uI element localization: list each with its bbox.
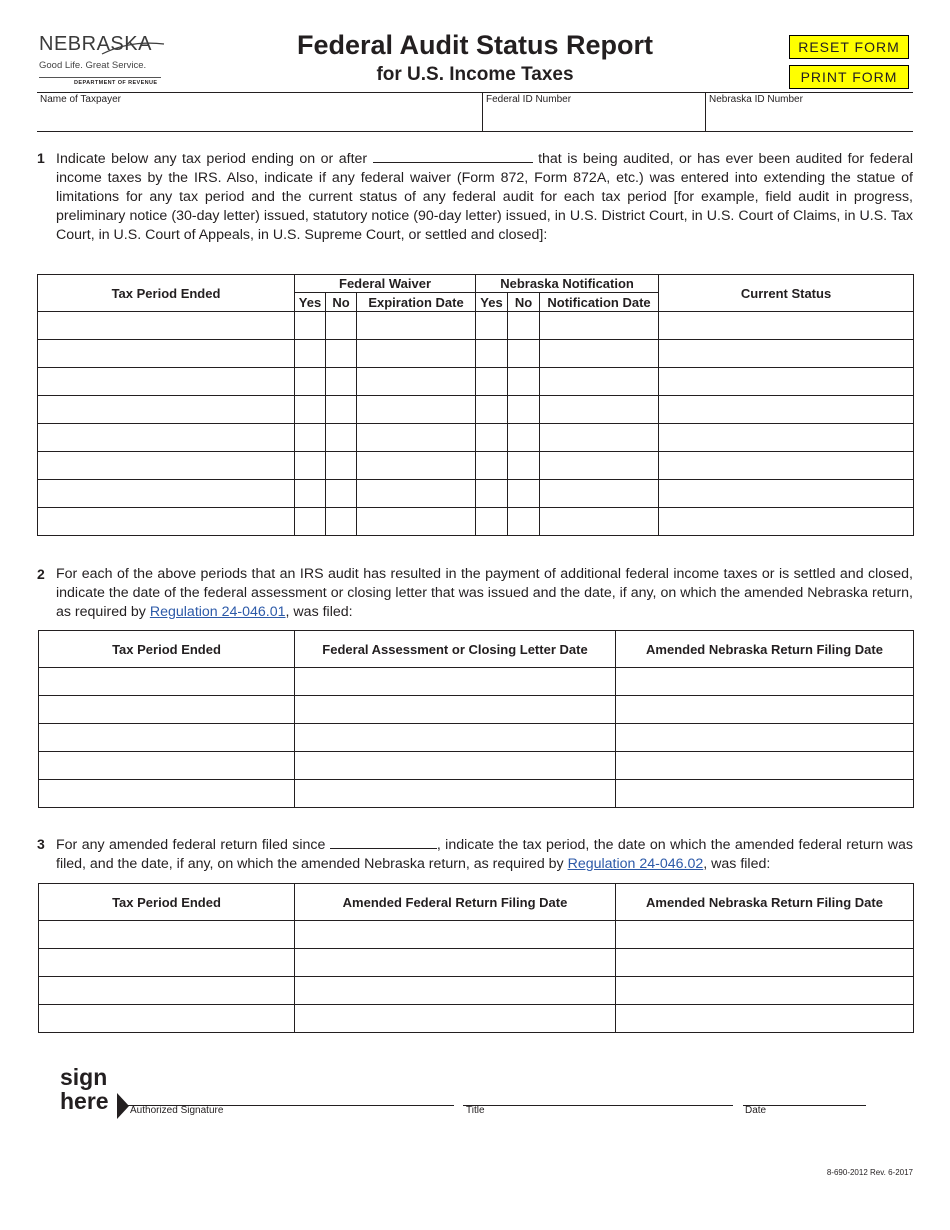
table-cell-input[interactable] <box>540 508 659 536</box>
table-cell-input[interactable] <box>38 340 295 368</box>
col-amended-nebraska-date: Amended Nebraska Return Filing Date <box>616 631 914 668</box>
table-cell-input[interactable] <box>616 949 914 977</box>
group-nebraska-notification: Nebraska Notification <box>476 275 659 293</box>
assessment-rows <box>39 668 914 808</box>
federal-id-field[interactable] <box>482 93 705 131</box>
table-row <box>39 780 914 808</box>
logo-tagline: Good Life. Great Service. <box>39 60 147 71</box>
section-2-text-end: , was filed: <box>285 604 353 620</box>
col-assessment-date: Federal Assessment or Closing Letter Date <box>295 631 616 668</box>
table-cell-input[interactable] <box>357 480 476 508</box>
table-cell-input[interactable] <box>508 340 540 368</box>
col-amended-nebraska-date: Amended Nebraska Return Filing Date <box>616 884 914 921</box>
table-cell-input[interactable] <box>357 312 476 340</box>
table-cell-input[interactable] <box>295 724 616 752</box>
table-row <box>38 312 914 340</box>
section-1-date-blank[interactable] <box>373 149 533 163</box>
table-cell-input[interactable] <box>357 368 476 396</box>
table-cell-input[interactable] <box>476 508 508 536</box>
table-cell-input[interactable] <box>508 396 540 424</box>
group-federal-waiver: Federal Waiver <box>295 275 476 293</box>
table-cell-input[interactable] <box>295 752 616 780</box>
table-cell-input[interactable] <box>39 977 295 1005</box>
table-cell-input[interactable] <box>326 452 357 480</box>
table-cell-input[interactable] <box>476 368 508 396</box>
section-3-instructions <box>56 835 913 874</box>
section-1-number: 1 <box>37 150 45 166</box>
col-waiver-yes: Yes <box>295 293 326 312</box>
here-word: here <box>60 1088 109 1114</box>
nebraska-logo-wordmark: NEBRASKA <box>39 33 152 55</box>
table-cell-input[interactable] <box>540 480 659 508</box>
table-cell-input[interactable] <box>39 780 295 808</box>
table-cell-input[interactable] <box>357 340 476 368</box>
title-label: Title <box>466 1105 485 1116</box>
table-cell-input[interactable] <box>295 949 616 977</box>
table-row <box>39 668 914 696</box>
table-row <box>39 977 914 1005</box>
col-notification-yes: Yes <box>476 293 508 312</box>
table-cell-input[interactable] <box>508 508 540 536</box>
table-cell-input[interactable] <box>540 340 659 368</box>
table-cell-input[interactable] <box>616 977 914 1005</box>
col-tax-period-ended: Tax Period Ended <box>39 884 295 921</box>
regulation-24-046-02-link[interactable]: Regulation 24-046.02 <box>567 856 704 872</box>
table-cell-input[interactable] <box>616 1005 914 1033</box>
section-1-instructions <box>56 149 913 245</box>
table-cell-input[interactable] <box>295 508 326 536</box>
reset-form-button[interactable]: RESET FORM <box>789 35 909 59</box>
table-cell-input[interactable] <box>508 452 540 480</box>
table-row <box>38 424 914 452</box>
table-cell-input[interactable] <box>38 368 295 396</box>
nebraska-id-field[interactable] <box>705 93 913 131</box>
table-cell-input[interactable] <box>540 452 659 480</box>
table-cell-input[interactable] <box>295 396 326 424</box>
table-row <box>39 724 914 752</box>
date-label: Date <box>745 1105 767 1116</box>
table-row <box>38 340 914 368</box>
table-cell-input[interactable] <box>39 1005 295 1033</box>
table-cell-input[interactable] <box>616 921 914 949</box>
print-form-button[interactable]: PRINT FORM <box>789 65 909 89</box>
taxpayer-name-field[interactable] <box>37 93 482 131</box>
table-cell-input[interactable] <box>508 480 540 508</box>
table-cell-input[interactable] <box>357 424 476 452</box>
table-row <box>38 452 914 480</box>
table-cell-input[interactable] <box>295 340 326 368</box>
table-cell-input[interactable] <box>616 752 914 780</box>
taxpayer-name-label: Name of Taxpayer <box>40 94 121 105</box>
table-cell-input[interactable] <box>659 340 914 368</box>
section-2-number: 2 <box>37 566 45 582</box>
table-cell-input[interactable] <box>508 424 540 452</box>
page-subtitle: for U.S. Income Taxes <box>376 64 574 85</box>
table-cell-input[interactable] <box>508 312 540 340</box>
table-cell-input[interactable] <box>659 368 914 396</box>
section-3-date-blank[interactable] <box>330 835 437 849</box>
table-cell-input[interactable] <box>540 396 659 424</box>
col-notification-date: Notification Date <box>540 293 659 312</box>
table-cell-input[interactable] <box>476 424 508 452</box>
sign-word: sign <box>60 1064 108 1090</box>
col-waiver-no: No <box>326 293 357 312</box>
table-cell-input[interactable] <box>659 508 914 536</box>
table-row <box>38 480 914 508</box>
table-cell-input[interactable] <box>38 452 295 480</box>
col-tax-period-ended: Tax Period Ended <box>39 631 295 668</box>
section-1-text-rest: that is being audited, or has ever been audited for federal income taxes by the IRS. Also, indicate if any federal waiver (Form 872, Form 872A, etc.) was entered into extending the statue of limitations for any tax period and the current status of any federal audit for each tax period [for example, field audit in progress, preliminary notice (30-day letter) issued, statutory notice (90-day letter) issued, in U.S. District Court, in U.S. Court of Claims, in U.S. Tax Court, in U.S. Court of Appeals, in U.S. Supreme Court, or settled and closed]: <box>56 151 913 243</box>
table-cell-input[interactable] <box>295 368 326 396</box>
sign-here-label <box>60 1065 109 1113</box>
federal-id-label: Federal ID Number <box>486 94 572 105</box>
table-cell-input[interactable] <box>295 921 616 949</box>
section-2-text: For each of the above periods that an IRS audit has resulted in the payment of additional federal income taxes or is settled and closed, indicate the date of the federal assessment or closing letter that was issued and the date, if any, on which the amended Nebraska return, as required by <box>56 566 913 620</box>
table-cell-input[interactable] <box>38 396 295 424</box>
table-cell-input[interactable] <box>295 780 616 808</box>
table-row <box>38 396 914 424</box>
table-cell-input[interactable] <box>295 452 326 480</box>
logo-department: DEPARTMENT OF REVENUE <box>74 80 158 86</box>
table-cell-input[interactable] <box>508 368 540 396</box>
table-cell-input[interactable] <box>326 480 357 508</box>
table-cell-input[interactable] <box>326 312 357 340</box>
table-cell-input[interactable] <box>326 396 357 424</box>
table-cell-input[interactable] <box>616 780 914 808</box>
page-title: Federal Audit Status Report <box>296 30 654 60</box>
table-cell-input[interactable] <box>295 977 616 1005</box>
col-expiration-date: Expiration Date <box>357 293 476 312</box>
table-row <box>39 921 914 949</box>
table-cell-input[interactable] <box>326 508 357 536</box>
table-cell-input[interactable] <box>326 340 357 368</box>
table-cell-input[interactable] <box>476 396 508 424</box>
table-cell-input[interactable] <box>295 668 616 696</box>
table-cell-input[interactable] <box>659 452 914 480</box>
table-cell-input[interactable] <box>357 508 476 536</box>
section-1-text-start: Indicate below any tax period ending on or after <box>56 151 368 167</box>
table-cell-input[interactable] <box>39 752 295 780</box>
table-row <box>39 752 914 780</box>
table-cell-input[interactable] <box>295 480 326 508</box>
table-row <box>38 368 914 396</box>
section-3-text-mid: , indicate the tax period, the date on which the amended federal return was filed, and the date, if any, on which the amended Nebraska return, as required by <box>56 837 913 872</box>
amended-return-table <box>38 883 914 1033</box>
logo-swoosh-icon <box>100 36 166 58</box>
table-cell-input[interactable] <box>39 949 295 977</box>
table-row <box>38 508 914 536</box>
table-cell-input[interactable] <box>659 396 914 424</box>
table-cell-input[interactable] <box>38 312 295 340</box>
regulation-24-046-01-link[interactable]: Regulation 24-046.01 <box>149 604 286 620</box>
authorized-signature-label: Authorized Signature <box>130 1105 224 1116</box>
table-cell-input[interactable] <box>357 396 476 424</box>
table-row <box>39 696 914 724</box>
table-cell-input[interactable] <box>659 312 914 340</box>
col-tax-period-ended: Tax Period Ended <box>38 275 295 312</box>
table-cell-input[interactable] <box>295 696 616 724</box>
section-3-text-end: , was filed: <box>703 856 771 872</box>
table-cell-input[interactable] <box>616 724 914 752</box>
col-notification-no: No <box>508 293 540 312</box>
assessment-table <box>38 630 914 808</box>
amended-return-rows <box>39 921 914 1033</box>
title-field[interactable] <box>463 1105 733 1106</box>
table-cell-input[interactable] <box>540 312 659 340</box>
table-cell-input[interactable] <box>38 480 295 508</box>
sign-arrow-icon <box>117 1093 130 1119</box>
table-row <box>39 1005 914 1033</box>
table-cell-input[interactable] <box>326 368 357 396</box>
table-cell-input[interactable] <box>616 696 914 724</box>
table-cell-input[interactable] <box>476 452 508 480</box>
table-cell-input[interactable] <box>659 480 914 508</box>
taxpayer-id-row <box>37 92 913 132</box>
table-cell-input[interactable] <box>295 312 326 340</box>
section-3-number: 3 <box>37 836 45 852</box>
section-2-instructions <box>56 565 913 622</box>
audit-status-table <box>37 274 914 536</box>
table-cell-input[interactable] <box>476 480 508 508</box>
table-cell-input[interactable] <box>39 696 295 724</box>
section-3-text-start: For any amended federal return filed since <box>56 837 326 853</box>
table-cell-input[interactable] <box>357 452 476 480</box>
table-cell-input[interactable] <box>540 368 659 396</box>
table-cell-input[interactable] <box>39 668 295 696</box>
table-cell-input[interactable] <box>476 340 508 368</box>
table-cell-input[interactable] <box>38 508 295 536</box>
table-cell-input[interactable] <box>38 424 295 452</box>
table-cell-input[interactable] <box>659 424 914 452</box>
table-cell-input[interactable] <box>39 724 295 752</box>
logo-divider <box>39 77 161 78</box>
table-cell-input[interactable] <box>39 921 295 949</box>
form-number: 8-690-2012 Rev. 6-2017 <box>826 1168 913 1177</box>
col-amended-federal-date: Amended Federal Return Filing Date <box>295 884 616 921</box>
nebraska-id-label: Nebraska ID Number <box>709 94 803 105</box>
table-cell-input[interactable] <box>295 424 326 452</box>
col-current-status: Current Status <box>659 275 914 312</box>
table-cell-input[interactable] <box>540 424 659 452</box>
table-cell-input[interactable] <box>295 1005 616 1033</box>
table-cell-input[interactable] <box>476 312 508 340</box>
table-row <box>39 949 914 977</box>
audit-status-rows <box>38 312 914 536</box>
table-cell-input[interactable] <box>326 424 357 452</box>
table-cell-input[interactable] <box>616 668 914 696</box>
